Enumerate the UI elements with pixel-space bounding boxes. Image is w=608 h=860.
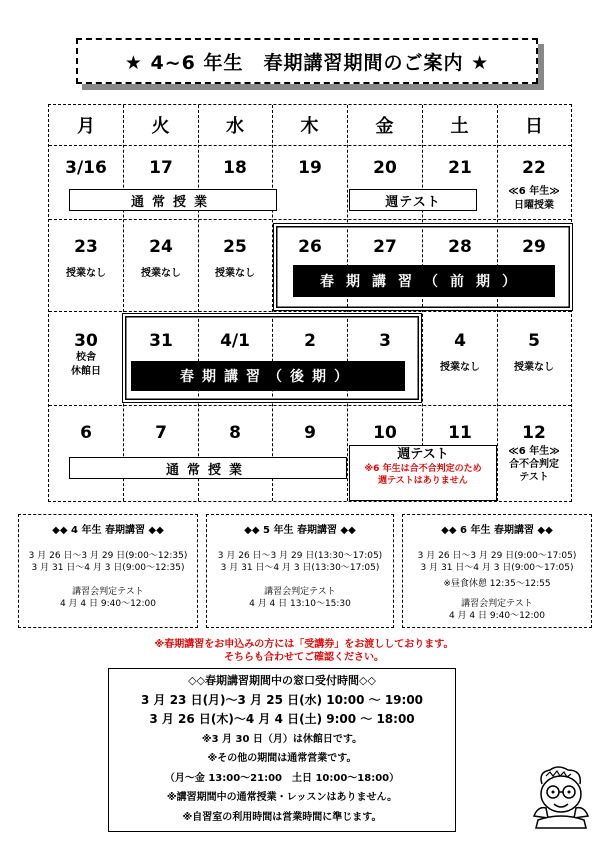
grade6-info <box>402 514 592 628</box>
grid-line <box>49 219 571 220</box>
grid-line <box>49 405 571 406</box>
grade6-line1: 3 月 26 日～3 月 29 日(9:00～17:05) <box>417 551 577 561</box>
date-cell: 30 <box>74 331 98 351</box>
weekly-test-red-note: ※6 年生は合不合判定のため 週テストはありません <box>364 464 482 486</box>
grade5-heading: ◆◆ 5 年生 春期講習 ◆◆ <box>244 525 356 536</box>
grade6-lunch: ※昼食休憩 12:35～12:55 <box>443 579 551 589</box>
date-cell: 23 <box>74 237 98 257</box>
weekly-test-label: 週テスト <box>397 447 449 462</box>
date-cell: 4/1 <box>220 331 250 351</box>
date-cell: 11 <box>448 423 472 443</box>
date-cell: 12 <box>522 423 546 443</box>
no-class-note: 授業なし <box>66 268 106 279</box>
weekday-mon: 月 <box>77 116 95 137</box>
grade4-heading: ◆◆ 4 年生 春期講習 ◆◆ <box>52 525 164 536</box>
date-cell: 28 <box>448 237 472 257</box>
sunday-class-note: ≪6 年生≫ 日曜授業 <box>508 186 560 211</box>
spring-first-banner: 春期講習（前期） <box>293 265 555 297</box>
date-cell: 10 <box>373 423 397 443</box>
grade6-test-title: 講習会判定テスト <box>461 599 533 609</box>
grade6-line2: 3 月 31 日～4 月 3 日(9:00～17:05) <box>420 563 574 573</box>
grade5-info <box>206 514 394 628</box>
date-cell: 26 <box>298 237 322 257</box>
spring-second-banner: 春期講習（後期） <box>131 361 405 391</box>
date-cell: 3 <box>379 331 391 351</box>
closed-note: 校舎 休館日 <box>71 352 101 377</box>
no-class-note: 授業なし <box>141 268 181 279</box>
no-class-note: 授業なし <box>440 362 480 373</box>
weekday-sat: 土 <box>450 116 469 137</box>
grade4-test-time: 4 月 4 日 9:40～12:00 <box>59 599 157 609</box>
ticket-notice <box>100 638 508 664</box>
grade4-info <box>18 514 198 628</box>
weekday-wed: 水 <box>226 116 244 137</box>
hours-line7: ※自習室の利用時間は営業時間に準じます。 <box>182 811 382 823</box>
date-cell: 25 <box>223 237 247 257</box>
weekday-sun: 日 <box>525 116 543 137</box>
regular-class-label: 通常授業 <box>69 189 277 211</box>
page-title: ★ 4~6 年生 春期講習期間のご案内 ★ <box>76 38 538 84</box>
date-cell: 9 <box>304 423 316 443</box>
date-cell: 24 <box>149 237 173 257</box>
no-class-note: 授業なし <box>215 268 255 279</box>
date-cell: 4 <box>454 331 466 351</box>
grade5-test-time: 4 月 4 日 13:10～15:30 <box>249 599 351 609</box>
regular-class-label: 通常授業 <box>69 457 347 479</box>
date-cell: 21 <box>448 158 472 178</box>
date-cell: 7 <box>155 423 167 443</box>
grade5-test-title: 講習会判定テスト <box>264 587 336 597</box>
weekday-thu: 木 <box>300 116 319 137</box>
hours-line1: 3 月 23 日(月)～3 月 25 日(水) 10:00 ～ 19:00 <box>140 692 424 707</box>
date-cell: 20 <box>373 158 397 178</box>
grade5-line1: 3 月 26 日～3 月 29 日(13:30～17:05) <box>217 551 383 561</box>
weekly-test-box <box>349 445 497 501</box>
grade6-test-time: 4 月 4 日 9:40～12:00 <box>448 611 546 621</box>
hours-line6: ※講習期間中の通常授業・レッスンはありません。 <box>166 792 398 803</box>
ticket-notice-line1: ※春期講習をお申込みの方には「受講券」をお渡ししております。 <box>154 639 454 650</box>
hours-line4: ※その他の期間は通常営業です。 <box>207 753 357 764</box>
date-cell: 5 <box>528 331 540 351</box>
sunday-test-note: ≪6 年生≫ 合不合判定 テスト <box>508 446 560 483</box>
date-cell: 31 <box>149 331 173 351</box>
date-cell: 6 <box>80 423 92 443</box>
grade6-heading: ◆◆ 6 年生 春期講習 ◆◆ <box>441 525 553 536</box>
reception-hours <box>108 668 456 832</box>
date-cell: 18 <box>223 158 247 178</box>
grade4-line1: 3 月 26 日～3 月 29 日(9:00～12:35) <box>28 551 188 561</box>
weekly-test-label: 週テスト <box>349 189 477 211</box>
date-cell: 3/16 <box>65 158 107 178</box>
weekday-tue: 火 <box>151 116 170 137</box>
calendar <box>48 104 572 502</box>
hours-line5: （月～金 13:00～21:00 土日 10:00～18:00） <box>164 772 400 784</box>
date-cell: 29 <box>522 237 546 257</box>
hours-heading: ◇◇春期講習期間中の窓口受付時間◇◇ <box>188 674 376 687</box>
grid-line <box>49 311 571 312</box>
mascot-illustration <box>528 766 594 830</box>
date-cell: 17 <box>149 158 173 178</box>
no-class-note: 授業なし <box>514 362 554 373</box>
grade5-line2: 3 月 31 日～4 月 3 日(13:30～17:05) <box>220 563 380 573</box>
hours-line3: ※3 月 30 日（月）は休館日です。 <box>201 733 363 745</box>
date-cell: 22 <box>522 158 546 178</box>
ticket-notice-line2: そちらも合わせてご確認ください。 <box>224 652 384 663</box>
hours-line2: 3 月 26 日(木)～4 月 4 日(土) 9:00 ～ 18:00 <box>149 712 415 726</box>
grid-line <box>49 145 571 146</box>
date-cell: 19 <box>298 158 322 178</box>
grade4-test-title: 講習会判定テスト <box>72 587 144 597</box>
date-cell: 27 <box>373 237 397 257</box>
date-cell: 2 <box>304 331 316 351</box>
weekday-fri: 金 <box>375 116 394 137</box>
date-cell: 8 <box>229 423 241 443</box>
grade4-line2: 3 月 31 日～4 月 3 日(9:00～12:35) <box>31 563 185 573</box>
